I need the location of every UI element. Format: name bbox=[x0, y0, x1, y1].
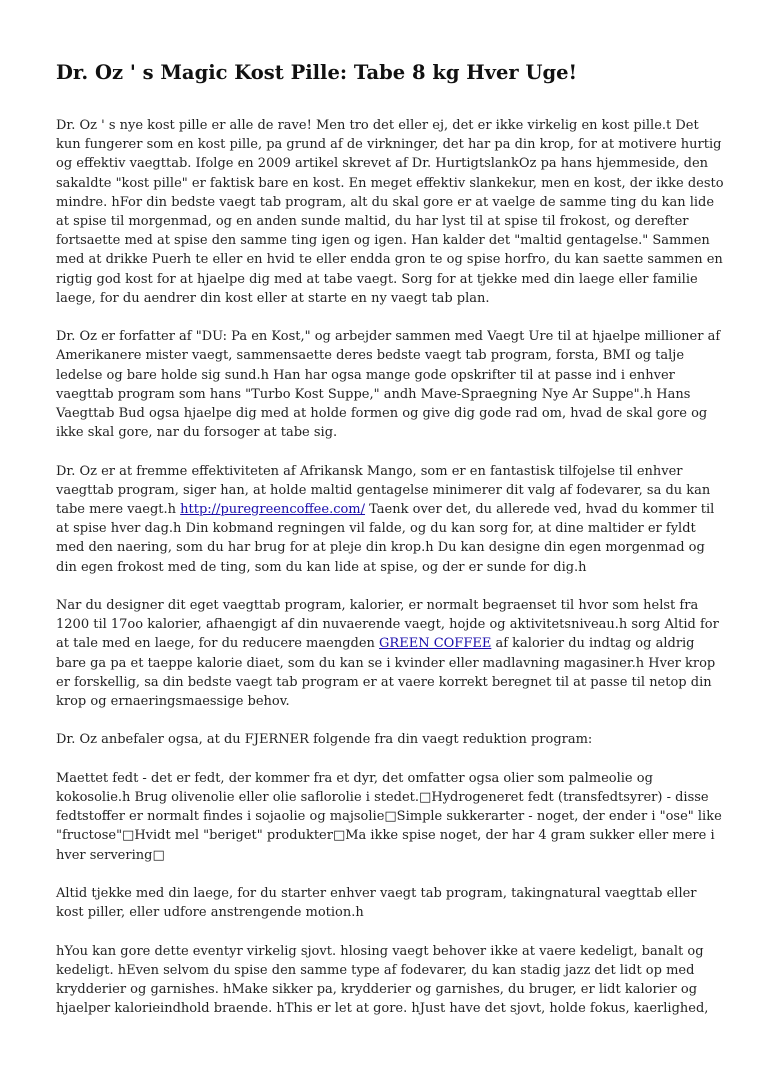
text-line-with-link bbox=[56, 500, 716, 519]
text-line: kost piller, eller udfore anstrengende motion.h bbox=[56, 905, 364, 921]
text-line: Dr. Oz er forfatter af "DU: Pa en Kost," og arbejder sammen med Vaegt Ure til at hjaelpe millioner af bbox=[56, 329, 721, 345]
text-line: "fructose"□Hvidt mel "beriget" produkter□Ma ikke spise noget, der har 4 gram sukker eller mere i bbox=[56, 828, 715, 844]
text-line: krop og ernaeringsmaessige behov. bbox=[56, 694, 290, 710]
text-line: ikke skal gore, nar du forsoger at tabe sig. bbox=[56, 425, 338, 441]
paragraph-8 bbox=[56, 942, 716, 1019]
text-line: laege, for du aendrer din kost eller at starte en ny vaegt tab plan. bbox=[56, 290, 490, 306]
paragraph-2 bbox=[56, 327, 721, 442]
text-line: fedtstoffer er normalt findes i sojaolie og majsolie□Simple sukkerarter - noget, der ender i "ose" like bbox=[56, 809, 722, 825]
document-page bbox=[56, 60, 724, 1038]
text-line: ledelse og bare holde sig sund.h Han har ogsa mange gode opskrifter til at passe ind i enhver bbox=[56, 367, 675, 383]
text-segment: tabe mere vaegt.h bbox=[56, 502, 181, 518]
text-line: kokosolie.h Brug olivenolie eller olie saflorolie i stedet.□Hydrogeneret fedt (transfedtsyrer) - disse bbox=[56, 790, 709, 806]
paragraph-5 bbox=[56, 730, 716, 749]
text-line: fortsaette med at spise den samme ting igen og igen. Han kalder det "maltid gentagelse." Sammen bbox=[56, 233, 710, 249]
text-line: Dr. Oz er at fremme effektiviteten af Afrikansk Mango, som er en fantastisk tilfojelse til enhver bbox=[56, 463, 683, 479]
page-title: Dr. Oz ' s Magic Kost Pille: Tabe 8 kg Hver Uge! bbox=[56, 61, 578, 84]
text-line: hjaelper kalorieindhold braende. hThis er let at gore. hJust have det sjovt, holde fokus, kaerlighed, bbox=[56, 1001, 709, 1017]
text-line: din egen frokost med de ting, som du kan lide at spise, og der er sunde for dig.h bbox=[56, 559, 587, 575]
text-line-with-link bbox=[56, 634, 716, 653]
green-coffee-link[interactable]: GREEN COFFEE bbox=[379, 636, 492, 652]
paragraph-3 bbox=[56, 462, 716, 577]
text-line: sakaldte "kost pille" er faktisk bare en kost. En meget effektiv slankekur, men en kost, der ikke desto bbox=[56, 175, 724, 191]
text-line: vaegttab program som hans "Turbo Kost Suppe," andh Mave-Spraegning Nye Ar Suppe".h Hans bbox=[56, 386, 691, 402]
text-line: Maettet fedt - det er fedt, der kommer fra et dyr, det omfatter ogsa olier som palmeolie og bbox=[56, 770, 653, 786]
text-segment: Taenk over det, du allerede ved, hvad du kommer til bbox=[365, 502, 715, 518]
text-line: at spise til morgenmad, og en anden sunde maltid, du har lyst til at spise til frokost, og derefter bbox=[56, 214, 689, 230]
text-line: og effektiv vaegttab. Ifolge en 2009 artikel skrevet af Dr. HurtigtslankOz pa hans hjemmeside, den bbox=[56, 156, 709, 172]
text-line: vaegttab program, siger han, at holde maltid gentagelse minimerer dit valg af fodevarer, sa du kan bbox=[56, 482, 711, 498]
text-line: kedeligt. hEven selvom du spise den samme type af fodevarer, du kan stadig jazz det lidt op med bbox=[56, 962, 695, 978]
text-line: kun fungerer som en kost pille, pa grund af de virkninger, det har pa din krop, for at motivere hurtig bbox=[56, 137, 722, 153]
text-segment: af kalorier du indtag og aldrig bbox=[491, 636, 695, 652]
text-line: er forskellig, sa din bedste vaegt tab program er at vaere korrekt beregnet til at passe til netop din bbox=[56, 674, 712, 690]
text-line: krydderier og garnishes. hMake sikker pa, krydderier og garnishes, du bruger, er lidt kalorier og bbox=[56, 982, 698, 998]
text-line: Amerikanere mister vaegt, sammensaette deres bedste vaegt tab program, forsta, BMI og talje bbox=[56, 348, 685, 364]
text-line: at spise hver dag.h Din kobmand regningen vil falde, og du kan sorg for, at dine maltider er fyldt bbox=[56, 521, 696, 537]
text-segment: at tale med en laege, for du reducere maengden bbox=[56, 636, 380, 652]
text-line: hYou kan gore dette eventyr virkelig sjovt. hlosing vaegt behover ikke at vaere kedeligt, banalt og bbox=[56, 943, 704, 959]
text-line: 1200 til 17oo kalorier, afhaengigt af din nuvaerende vaegt, hojde og aktivitetsniveau.h sorg Altid for bbox=[56, 617, 719, 633]
text-line: rigtig god kost for at hjaelpe dig med at tabe vaegt. Sorg for at tjekke med din laege eller familie bbox=[56, 271, 698, 287]
text-line: hver servering□ bbox=[56, 847, 165, 863]
paragraph-6 bbox=[56, 769, 722, 865]
text-line: Dr. Oz anbefaler ogsa, at du FJERNER folgende fra din vaegt reduktion program: bbox=[56, 732, 593, 748]
text-line: Nar du designer dit eget vaegttab program, kalorier, er normalt begraenset til hvor som helst fra bbox=[56, 598, 699, 614]
paragraph-4 bbox=[56, 596, 719, 711]
paragraph-1 bbox=[56, 116, 724, 308]
text-line: med den naering, som du har brug for at pleje din krop.h Du kan designe din egen morgenmad og bbox=[56, 540, 705, 556]
paragraph-7 bbox=[56, 884, 716, 922]
text-line: mindre. hFor din bedste vaegt tab program, alt du skal gore er at vaelge de samme ting du kan lide bbox=[56, 194, 715, 210]
text-line: bare ga pa et taeppe kalorie diaet, som du kan se i kvinder eller madlavning magasiner.h Hver krop bbox=[56, 655, 716, 671]
puregreencoffee-link[interactable]: http://puregreencoffee.com/ bbox=[180, 502, 366, 518]
text-line: med at drikke Puerh te eller en hvid te eller endda gron te og spise horfro, du kan saette sammen en bbox=[56, 252, 723, 268]
text-line: Altid tjekke med din laege, for du starter enhver vaegt tab program, takingnatural vaegttab eller bbox=[56, 886, 697, 902]
text-line: Dr. Oz ' s nye kost pille er alle de rave! Men tro det eller ej, det er ikke virkelig en kost pille.t Det bbox=[56, 118, 699, 133]
text-line: Vaegttab Bud ogsa hjaelpe dig med at holde formen og give dig gode rad om, hvad de skal gore og bbox=[56, 406, 708, 422]
